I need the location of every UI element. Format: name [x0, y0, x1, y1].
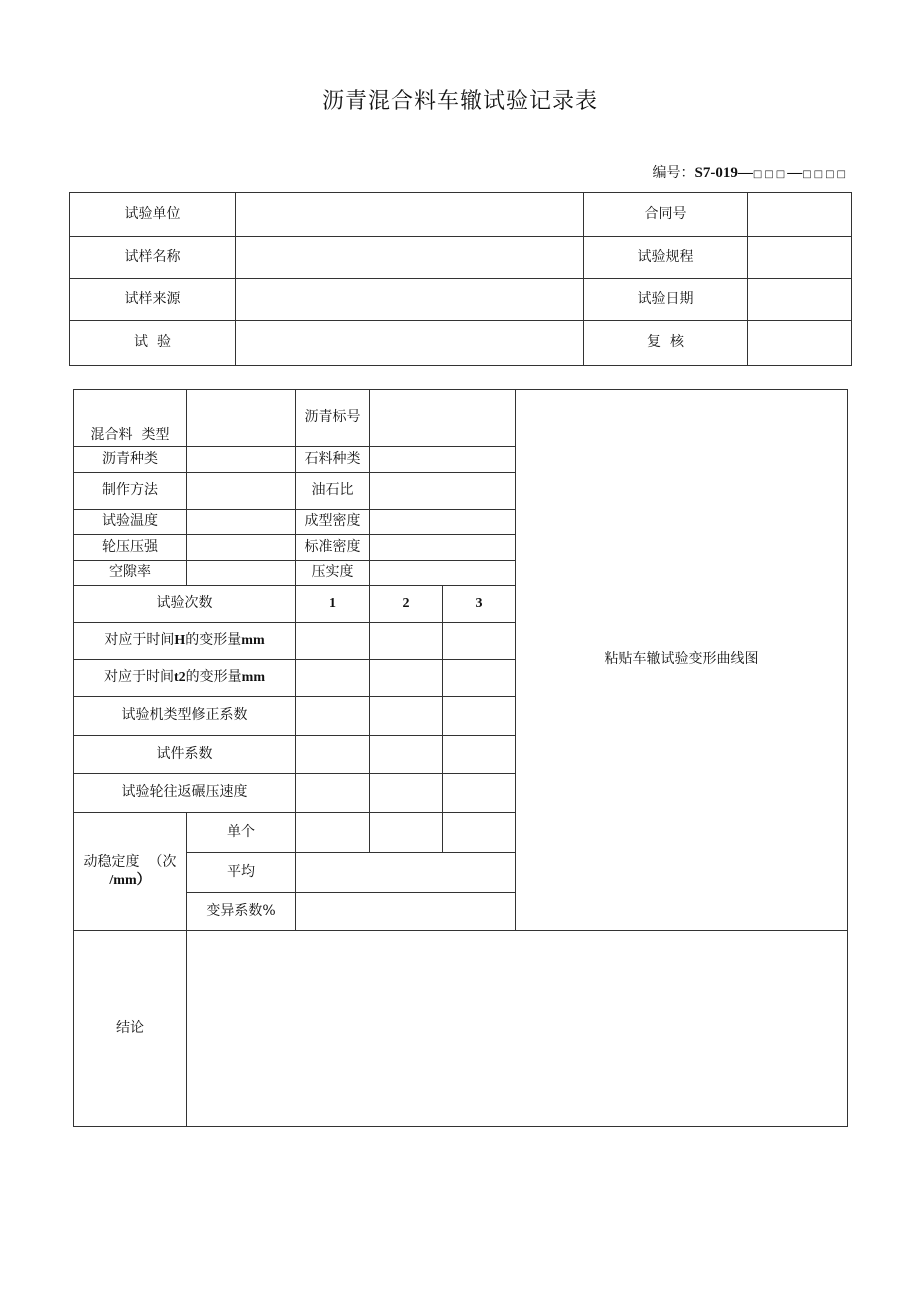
field-test-date[interactable] — [748, 279, 852, 321]
col-2: 2 — [370, 586, 443, 623]
field-deform-t2-1[interactable] — [296, 660, 370, 697]
field-cv[interactable] — [296, 893, 516, 931]
field-single-3[interactable] — [443, 813, 516, 853]
label-wheel-speed: 试验轮往返碾压速度 — [74, 774, 296, 813]
dyn-stab-line2: /mm） — [109, 872, 151, 888]
label-sample-name: 试样名称 — [70, 237, 236, 279]
page-title: 沥青混合料车辙试验记录表 — [321, 89, 598, 114]
field-make-method[interactable] — [187, 473, 296, 510]
field-average[interactable] — [296, 853, 516, 893]
label-average: 平均 — [187, 853, 296, 893]
deform-h-prefix: 对应于时间 — [104, 632, 175, 649]
field-deform-t2-3[interactable] — [443, 660, 516, 697]
label-tester: 试 验 — [70, 321, 236, 366]
field-tester[interactable] — [236, 321, 584, 366]
field-sample-source[interactable] — [236, 279, 584, 321]
field-specimen-factor-3[interactable] — [443, 736, 516, 774]
field-compaction[interactable] — [370, 561, 516, 586]
label-specimen-factor: 试件系数 — [74, 736, 296, 774]
field-specimen-factor-1[interactable] — [296, 736, 370, 774]
label-conclusion: 结论 — [74, 931, 187, 1127]
label-deform-t2 — [74, 660, 296, 697]
deform-h-text: 的变形量 — [185, 632, 242, 649]
info-table — [69, 192, 852, 366]
field-single-1[interactable] — [296, 813, 370, 853]
field-machine-factor-1[interactable] — [296, 697, 370, 736]
code-label: 编号： — [652, 165, 695, 181]
label-deform-h — [74, 623, 296, 660]
field-oil-stone-ratio[interactable] — [370, 473, 516, 510]
label-compaction: 压实度 — [296, 561, 370, 586]
code-boxes-2: □□□□ — [802, 169, 848, 180]
field-deform-h-3[interactable] — [443, 623, 516, 660]
label-make-method: 制作方法 — [74, 473, 187, 510]
field-sample-name[interactable] — [236, 237, 584, 279]
label-test-procedure: 试验规程 — [584, 237, 748, 279]
label-machine-factor: 试验机类型修正系数 — [74, 697, 296, 736]
field-void-ratio[interactable] — [187, 561, 296, 586]
label-cv: 变异系数% — [187, 893, 296, 931]
field-wheel-speed-3[interactable] — [443, 774, 516, 813]
dyn-stab-line1: 动稳定度 （次 — [83, 854, 177, 870]
deform-t2-prefix: 对应于时间 — [104, 669, 174, 686]
field-deform-h-2[interactable] — [370, 623, 443, 660]
label-asphalt-grade: 沥青标号 — [296, 390, 370, 447]
label-reviewer: 复 核 — [584, 321, 748, 366]
label-single: 单个 — [187, 813, 296, 853]
field-test-procedure[interactable] — [748, 237, 852, 279]
label-dynamic-stability — [74, 813, 187, 931]
deform-h-symbol: H — [174, 633, 186, 649]
field-deform-t2-2[interactable] — [370, 660, 443, 697]
label-oil-stone-ratio: 油石比 — [296, 473, 370, 510]
document-code — [653, 162, 849, 182]
main-table — [73, 389, 848, 1127]
field-standard-density[interactable] — [370, 535, 516, 561]
label-void-ratio: 空隙率 — [74, 561, 187, 586]
label-standard-density: 标准密度 — [296, 535, 370, 561]
label-wheel-pressure: 轮压压强 — [74, 535, 187, 561]
field-asphalt-kind[interactable] — [187, 447, 296, 473]
field-mix-type[interactable] — [187, 390, 296, 447]
label-sample-source: 试样来源 — [70, 279, 236, 321]
label-test-temp: 试验温度 — [74, 510, 187, 535]
code-boxes-1: □□□ — [752, 169, 788, 180]
chart-paste-area: 粘贴车辙试验变形曲线图 — [516, 390, 848, 931]
field-test-temp[interactable] — [187, 510, 296, 535]
label-mix-type: 混合料 类型 — [74, 390, 187, 447]
field-stone-kind[interactable] — [370, 447, 516, 473]
code-value: S7-019— — [694, 165, 753, 181]
label-test-count: 试验次数 — [74, 586, 296, 623]
label-contract-no: 合同号 — [584, 193, 748, 237]
field-machine-factor-2[interactable] — [370, 697, 443, 736]
label-molding-density: 成型密度 — [296, 510, 370, 535]
field-test-unit[interactable] — [236, 193, 584, 237]
field-specimen-factor-2[interactable] — [370, 736, 443, 774]
label-test-date: 试验日期 — [584, 279, 748, 321]
field-wheel-speed-2[interactable] — [370, 774, 443, 813]
field-asphalt-grade[interactable] — [370, 390, 516, 447]
field-contract-no[interactable] — [748, 193, 852, 237]
field-single-2[interactable] — [370, 813, 443, 853]
field-wheel-speed-1[interactable] — [296, 774, 370, 813]
field-deform-h-1[interactable] — [296, 623, 370, 660]
label-asphalt-kind: 沥青种类 — [74, 447, 187, 473]
col-3: 3 — [443, 586, 516, 623]
code-dash: — — [787, 165, 803, 181]
label-stone-kind: 石料种类 — [296, 447, 370, 473]
deform-t2-unit: mm — [241, 670, 265, 686]
col-1: 1 — [296, 586, 370, 623]
field-reviewer[interactable] — [748, 321, 852, 366]
label-test-unit: 试验单位 — [70, 193, 236, 237]
field-conclusion[interactable] — [187, 931, 848, 1127]
deform-h-unit: mm — [241, 633, 265, 649]
deform-t2-symbol: t2 — [174, 670, 186, 686]
field-machine-factor-3[interactable] — [443, 697, 516, 736]
deform-t2-text: 的变形量 — [185, 669, 242, 686]
field-molding-density[interactable] — [370, 510, 516, 535]
field-wheel-pressure[interactable] — [187, 535, 296, 561]
